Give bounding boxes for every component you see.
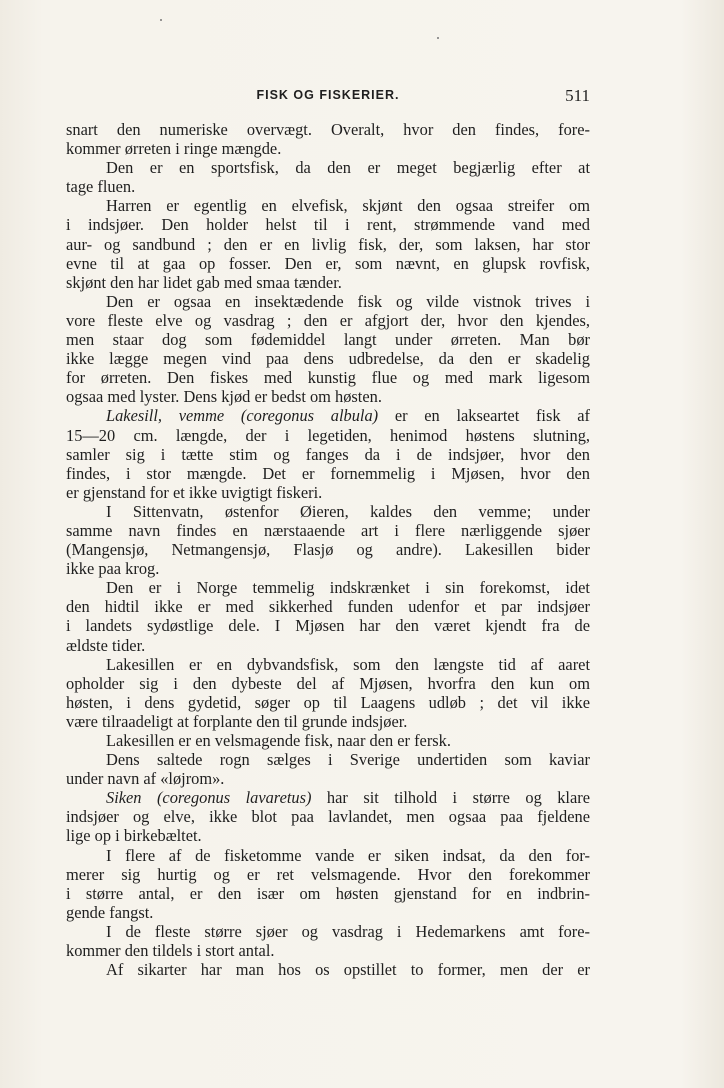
text-line: [66, 349, 590, 368]
line-text: lige op i birkebæltet.: [66, 826, 202, 846]
line-text: skjønt den har lidet gab med smaa tænder.: [66, 272, 342, 292]
line-text: findes, i stor mængde. Det er fornemmelig i Mjøsen, hvor den: [66, 463, 590, 483]
text-line: [66, 196, 590, 215]
text-line: [66, 731, 590, 750]
line-text: snart den numeriske overvægt. Overalt, hvor den findes, fore-: [66, 120, 590, 139]
line-text: (Mangensjø, Netmangensjø, Flasjø og andre). Lakesillen bider: [66, 540, 590, 560]
text-line: [66, 750, 590, 769]
text-line: [66, 903, 590, 922]
line-text: 15—20 cm. længde, der i legetiden, henimod høstens slutning,: [66, 425, 590, 445]
line-text: ikke paa krog.: [66, 559, 160, 579]
line-text: Af sikarter har man hos os opstillet to former, men der er: [106, 960, 590, 980]
line-text: Den er en sportsfisk, da den er meget begjærlig efter at: [106, 158, 590, 178]
line-text: tage fluen.: [66, 177, 136, 197]
text-line: [66, 235, 590, 254]
running-header: [66, 88, 590, 110]
text-line: [66, 559, 590, 578]
text-line: [66, 521, 590, 540]
line-text: er en lakseartet fisk af: [378, 406, 590, 426]
line-text: er gjenstand for et ikke uvigtigt fiskeri.: [66, 482, 323, 502]
line-text: I Sittenvatn, østenfor Øieren, kaldes den vemme; under: [106, 501, 590, 521]
text-line: [66, 693, 590, 712]
line-text: ogsaa med lyster. Dens kjød er bedst om høsten.: [66, 387, 382, 407]
text-line: [66, 578, 590, 597]
line-text: den hidtil ikke er med sikkerhed funden udenfor et par indsjøer: [66, 597, 590, 617]
text-line: [66, 960, 590, 979]
line-text: kommer ørreten i ringe mængde.: [66, 139, 282, 159]
species-name: Lakesill, vemme (coregonus albula): [106, 406, 379, 426]
text-line: [66, 254, 590, 273]
line-text: Harren er egentlig en elvefisk, skjønt den ogsaa streifer om: [106, 196, 590, 216]
text-line: [66, 292, 590, 311]
line-text: kommer den tildels i stort antal.: [66, 941, 275, 961]
text-line: [66, 139, 590, 158]
line-text: under navn af «løjrom».: [66, 769, 225, 789]
line-text: Den er i Norge temmelig indskrænket i sin forekomst, idet: [106, 578, 590, 598]
text-line: [66, 788, 590, 807]
text-line: [66, 826, 590, 845]
page-number: 511: [565, 86, 590, 105]
line-text: i større antal, er den især om høsten gjenstand for en indbrin-: [66, 883, 590, 903]
text-line: [66, 922, 590, 941]
line-text: høsten, i dens gydetid, søger op til Laagens udløb ; det vil ikke: [66, 692, 590, 712]
line-text: vore fleste elve og vasdrag ; den er afgjort der, hvor den kjendes,: [66, 310, 590, 330]
text-line: [66, 406, 590, 425]
line-text: i landets sydøstlige dele. I Mjøsen har den været kjendt fra de: [66, 616, 590, 636]
text-line: [66, 311, 590, 330]
line-text: i indsjøer. Den holder helst til i rent, strømmende vand med: [66, 215, 590, 235]
line-text: for ørreten. Den fiskes med kunstig flue og med mark ligesom: [66, 368, 590, 388]
line-text: I flere af de fisketomme vande er siken indsat, da den for-: [106, 845, 590, 865]
line-text: Den er ogsaa en insektædende fisk og vilde vistnok trives i: [106, 291, 590, 311]
species-name: Siken (coregonus lavaretus): [106, 788, 312, 808]
text-line: [66, 387, 590, 406]
text-line: [66, 273, 590, 292]
line-text: opholder sig i den dybeste del af Mjøsen, hvorfra den kun om: [66, 673, 590, 693]
text-line: [66, 597, 590, 616]
line-text: men staar dog som fødemiddel langt under ørreten. Man bør: [66, 330, 590, 350]
text-line: [66, 655, 590, 674]
line-text: evne til at gaa op fosser. Den er, som nævnt, en glupsk rovfisk,: [66, 253, 590, 273]
text-line: [66, 616, 590, 635]
line-text: gende fangst.: [66, 902, 154, 922]
text-line: [66, 158, 590, 177]
text-line: [66, 807, 590, 826]
speck: [160, 19, 162, 21]
text-line: [66, 464, 590, 483]
body-text: [66, 120, 590, 979]
line-text: I de fleste større sjøer og vasdrag i Hedemarkens amt fore-: [106, 921, 590, 941]
text-line: [66, 426, 590, 445]
line-text: aur- og sandbund ; den er en livlig fisk, der, som laksen, har stor: [66, 234, 590, 254]
line-text: samme navn findes en nærstaaende art i flere nærliggende sjøer: [66, 520, 590, 540]
text-line: [66, 368, 590, 387]
line-text: merer sig hurtig og er ret velsmagende. Hvor den forekommer: [66, 864, 590, 884]
text-line: [66, 215, 590, 234]
line-text: indsjøer og elve, ikke blot paa lavlandet, men ogsaa paa fjeldene: [66, 807, 590, 827]
line-text: Dens saltede rogn sælges i Sverige undertiden som kaviar: [106, 750, 590, 770]
line-text: har sit tilhold i større og klare: [311, 788, 590, 808]
text-line: [66, 846, 590, 865]
text-line: [66, 330, 590, 349]
line-text: ældste tider.: [66, 635, 146, 655]
running-title: FISK OG FISKERIER.: [256, 88, 400, 102]
line-text: Lakesillen er en velsmagende fisk, naar den er fersk.: [106, 731, 451, 750]
text-line: [66, 884, 590, 903]
text-line: [66, 712, 590, 731]
text-line: [66, 120, 590, 139]
text-line: [66, 769, 590, 788]
text-line: [66, 941, 590, 960]
line-text: samler sig i tætte stim og fanges da i de indsjøer, hvor den: [66, 444, 590, 464]
line-text: ikke lægge megen vind paa dens udbredelse, da den er skadelig: [66, 349, 590, 369]
line-text: være tilraadeligt at forplante den til grunde indsjøer.: [66, 711, 408, 731]
speck: [437, 37, 439, 39]
text-line: [66, 540, 590, 559]
text-line: [66, 445, 590, 464]
line-text: Lakesillen er en dybvandsfisk, som den længste tid af aaret: [106, 654, 590, 674]
text-line: [66, 483, 590, 502]
text-line: [66, 636, 590, 655]
text-line: [66, 674, 590, 693]
text-line: [66, 177, 590, 196]
text-line: [66, 865, 590, 884]
text-line: [66, 502, 590, 521]
